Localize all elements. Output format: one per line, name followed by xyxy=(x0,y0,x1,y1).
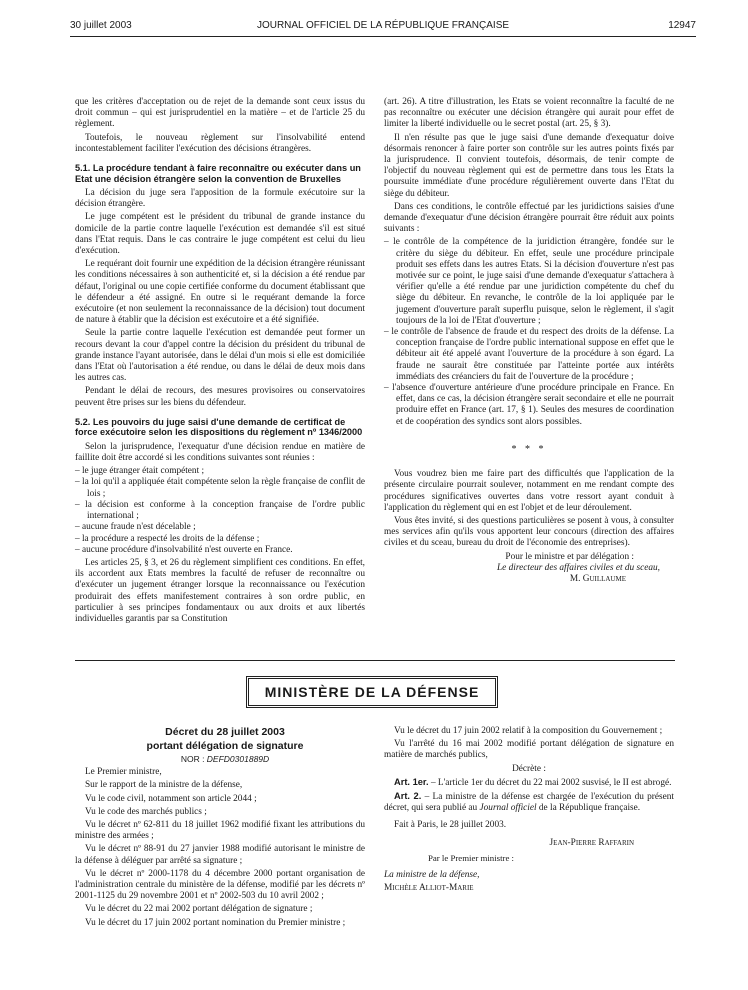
minister-title: La ministre de la défense, xyxy=(384,870,480,881)
decree-title: Décret du 28 juillet 2003 xyxy=(165,726,285,738)
minister-name: Michèle Alliot-Marie xyxy=(384,883,474,894)
paragraph: Le juge compétent est le président du tribunal de grande instance du domicile de la partie contre laquelle l'exécution est demandée s'il est situé dans l'Etat requis. Dans le cas contraire le juge compétent est celui du lieu d'exécution. xyxy=(75,212,365,257)
decree-visa: Vu le décret du 22 mai 2002 portant délégation de signature ; xyxy=(85,904,313,915)
conditions-list xyxy=(75,466,365,556)
list-item: – la loi qu'il a appliquée était compétente selon la règle française de conflit de lois ; xyxy=(75,477,365,499)
header-journal-title: JOURNAL OFFICIEL DE LA RÉPUBLIQUE FRANÇAISE xyxy=(256,20,510,31)
list-item: – le contrôle de la compétence de la juridiction étrangère, fondée sur le critère du siège du débiteur. En effet, seule une procédure principale produit ses effets dans les autres Etats. Si la décision d'ouverture n'est pas motivée sur ce point, le juge saisi d'une demande d'exequatur s'attachera à vérifier qu'elle a été rendue par une juridiction compétente du chef du siège du débiteur. En revanche, le contrôle de la loi appliquée par le jugement d'ouverture paraît superflu puisque, selon le règlement, il s'agit toujours de la loi de l'Etat d'ouverture ; xyxy=(384,237,674,326)
list-item: – la décision est conforme à la conception française de l'ordre public international ; xyxy=(75,499,365,522)
list-item: – l'absence d'ouverture antérieure d'une procédure principale en France. En effet, dans ce cas, la décision étrangère serait secondaire et elle ne pourrait produire effet en France (art. 17, § 1). Seules des mesures de coordination et de coopération des syndics sont alors possibles. xyxy=(384,383,674,427)
circular-right-column xyxy=(384,97,674,585)
circular-left-column xyxy=(75,97,365,627)
signature-delegation: Pour le ministre et par délégation : xyxy=(505,551,634,562)
paragraph: (art. 26). A titre d'illustration, les Etats se voient reconnaître la faculté de ne pas reconnaître ou exécuter une décision étrangère qui aurait pour effet de limiter la liberté individuelle ou le secret postal (art. 25, § 3). xyxy=(384,97,674,130)
paragraph: La décision du juge sera l'apposition de la formule exécutoire sur la décision étrangère. xyxy=(75,188,365,210)
ministry-banner: MINISTÈRE DE LA DÉFENSE xyxy=(246,676,498,708)
paragraph: Il n'en résulte pas que le juge saisi d'une demande d'exequatur doive désormais renoncer à faire porter son contrôle sur les autres points fixés par la jurisprudence. Il convient toutefois, désormais, de tenir compte de l'objectif du nouveau règlement qui est de permettre dans tous les Etats la poursuite immédiate d'une procédure régulièrement ouverte dans l'Etat du siège du débiteur. xyxy=(384,132,674,199)
decree-preamble: Le Premier ministre, xyxy=(85,767,162,778)
decree-visa: Vu le décret nº 2000-1178 du 4 décembre 2000 portant organisation de l'administration centrale du ministère de la défense, modifié par les décrets nº 2001-1125 du 29 novembre 2001 et nº 2002-503 du 10 avril 2002 ; xyxy=(75,868,365,902)
list-item: – le contrôle de l'absence de fraude et du respect des droits de la défense. La conception française de l'ordre public international suppose en effet que le débiteur ait été appelé avant l'ouverture de la procédure à son égard. La fraude ne saurait être constituée par l'atteinte portée aux intérêts immédiats des créanciers du fait de l'ouverture de la procédure ; xyxy=(384,327,674,382)
list-item: – la procédure a respecté les droits de la défense ; xyxy=(75,533,260,544)
decree-left-column xyxy=(75,726,365,931)
header-rule xyxy=(70,36,696,37)
decree-subtitle: portant délégation de signature xyxy=(146,740,304,752)
header-page-number: 12947 xyxy=(668,20,696,31)
decree-visa: Vu le code des marchés publics ; xyxy=(85,806,207,817)
decree-visa: Vu le décret du 17 juin 2002 portant nomination du Premier ministre ; xyxy=(85,917,346,928)
decree-visa: Vu l'arrêté du 16 mai 2002 modifié portant délégation de signature en matière de marchés publics, xyxy=(384,739,674,761)
section-heading-5-1: 5.1. La procédure tendant à faire reconnaître ou exécuter dans un Etat une décision étrangère selon la convention de Bruxelles xyxy=(75,163,361,184)
nor-reference: NOR : DEFD0301889D xyxy=(180,754,270,764)
paragraph: Dans ces conditions, le contrôle effectué par les juridictions saisies d'une demande d'exequatur d'une décision étrangère pourrait être réduit aux points suivants : xyxy=(384,201,674,235)
article-2: Art. 2. – La ministre de la défense est chargée de l'exécution du présent décret, qui sera publié au Journal officiel de la République française. xyxy=(384,791,674,814)
header-date: 30 juillet 2003 xyxy=(70,20,132,31)
section-rule xyxy=(75,660,675,661)
paragraph: Seule la partie contre laquelle l'exécution est demandée peut former un recours devant la cour d'appel contre la décision du président du tribunal de grande instance l'ayant autorisée, dans le délai d'un mois si elle est domiciliée dans l'Etat où l'autorisation a été rendue, ou dans le délai de deux mois dans les autres cas. xyxy=(75,328,365,384)
signature-name: M. Guillaume xyxy=(569,573,626,584)
paragraph: Selon la jurisprudence, l'exequatur d'une décision rendue en matière de faillite doit être accordé si les conditions suivantes sont réunies : xyxy=(75,441,365,464)
paragraph: Toutefois, le nouveau règlement sur l'insolvabilité entend incontestablement faciliter l'exécution des décisions étrangères. xyxy=(75,132,365,154)
decree-visa: Vu le décret nº 88-91 du 27 janvier 1988 modifié autorisant le ministre de la défense à déléguer par arrêté sa signature ; xyxy=(75,844,365,866)
decree-decrees: Décrète : xyxy=(512,763,546,774)
paragraph: que les critères d'acceptation ou de rejet de la demande sont ceux issus du droit commun – qui est jurisprudentiel en la matière – et de l'article 25 du règlement. xyxy=(75,97,365,130)
decree-visa: Vu le décret nº 62-811 du 18 juillet 1962 modifié fixant les attributions du ministre des armées ; xyxy=(75,820,365,842)
decree-right-column xyxy=(384,726,674,896)
control-points-list xyxy=(384,237,674,427)
paragraph: Les articles 25, § 3, et 26 du règlement simplifient ces conditions. En effet, ils accordent aux Etats membres la faculté de refuser de reconnaître ou d'exécuter un jugement étranger lorsque la reconnaissance ou l'exécution produirait des effets manifestement contraires à son ordre public, en particulier à ses principes fondamentaux ou aux droits et aux libertés individuelles garantis par sa Constitution xyxy=(75,557,365,624)
decree-done-at: Fait à Paris, le 28 juillet 2003. xyxy=(394,820,507,831)
signature-prime-minister: Jean-Pierre Raffarin xyxy=(549,837,634,848)
decree-visa: Vu le décret du 17 juin 2002 relatif à la composition du Gouvernement ; xyxy=(394,726,663,736)
paragraph: Le requérant doit fournir une expédition de la décision étrangère réunissant les conditions nécessaires à son authenticité et, si la décision a été rendue par défaut, l'original ou une copie certifiée conforme du document établissant que le défendeur a été assigné. En outre si le requérant demande la force exécutoire (et non seulement la reconnaissance de la décision) tout document de nature à établir que la décision est exécutoire et a été signifiée. xyxy=(75,259,365,326)
page-header xyxy=(70,20,696,36)
by-prime-minister: Par le Premier ministre : xyxy=(428,852,514,863)
paragraph: Vous voudrez bien me faire part des difficultés que l'application de la présente circulaire pourrait soulever, notamment en me rendant compte des procédures significatives ouvertes dans votre ressort ayant conduit à l'application du règlement qui en est l'objet et de leur déroulement. xyxy=(384,469,674,513)
decree-visa: Sur le rapport de la ministre de la défense, xyxy=(85,780,243,791)
decree-visa: Vu le code civil, notamment son article 2044 ; xyxy=(85,793,257,804)
signature-title: Le directeur des affaires civiles et du sceau, xyxy=(497,562,660,573)
list-item: – aucune fraude n'est décelable ; xyxy=(75,522,196,533)
list-item: – aucune procédure d'insolvabilité n'est ouverte en France. xyxy=(75,544,293,555)
section-separator-stars: * * * xyxy=(511,443,547,455)
article-1: Art. 1er. – L'article 1er du décret du 22 mai 2002 susvisé, le II est abrogé. xyxy=(394,776,672,788)
section-heading-5-2: 5.2. Les pouvoirs du juge saisi d'une demande de certificat de force exécutoire selon les dispositions du règlement nº 1346/2000 xyxy=(75,416,363,438)
paragraph: Pendant le délai de recours, des mesures provisoires ou conservatoires peuvent être prises sur les biens du défendeur. xyxy=(75,386,365,408)
list-item: – le juge étranger était compétent ; xyxy=(75,466,205,477)
paragraph: Vous êtes invité, si des questions particulières se posent à vous, à consulter mes services afin qu'ils vous apportent leur concours (direction des affaires civiles et du sceau, bureau du droit de l'économie des entreprises). xyxy=(384,515,674,549)
